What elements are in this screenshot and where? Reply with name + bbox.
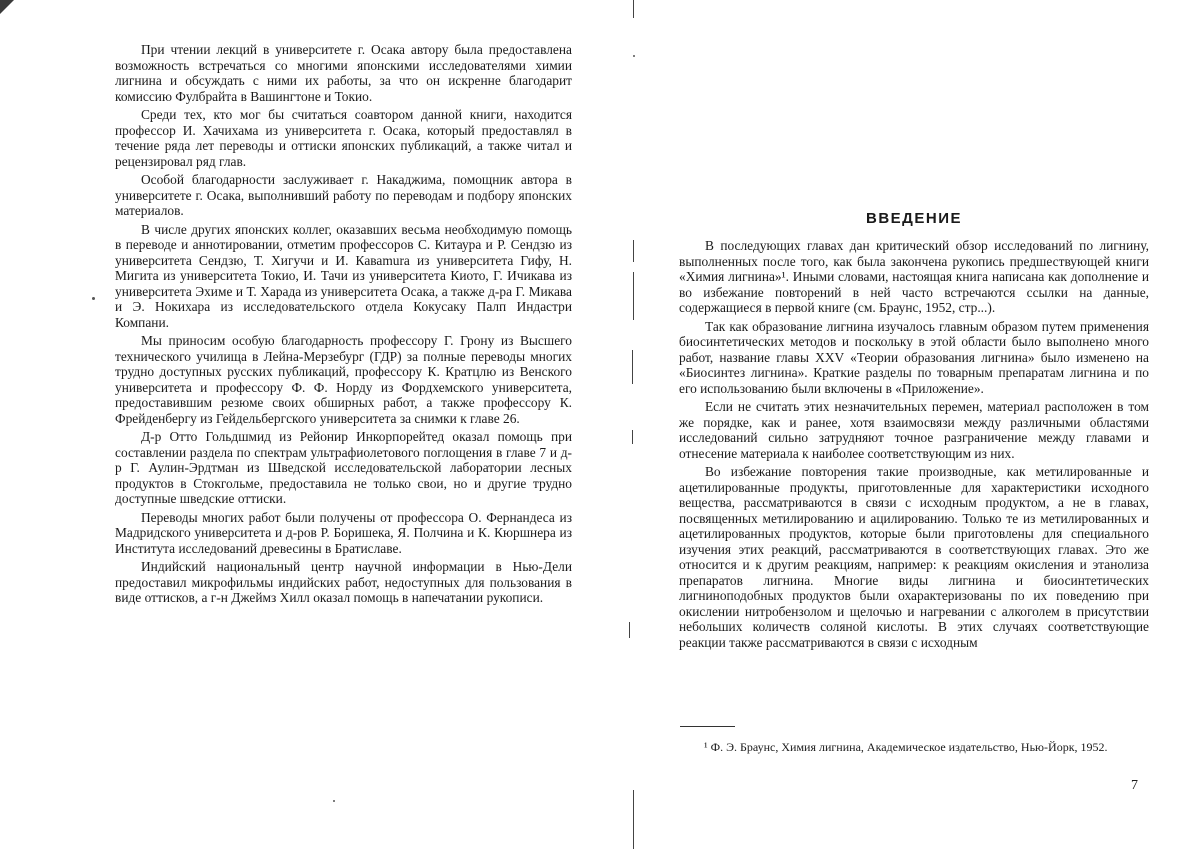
gutter-mark <box>629 622 630 638</box>
left-paragraph: Переводы многих работ были получены от профессора О. Фернандеса из Мадридского университета и д-ров Р. Боришека, Я. Полчина и К. Кюршнера из Института исследований древесины в Братиславе. <box>115 509 572 556</box>
right-page-text <box>679 238 1149 653</box>
right-paragraph: В последующих главах дан критический обзор исследований по лигнину, выполненных после того, как была закончена рукопись предшествующей книги «Химия лигнина»¹. Иными словами, настоящая книга написана как дополнение и во избежание повторений в ней часто встречаются ссылки на данные, содержащиеся в первой книге (см. Браунс, 1952, стр...). <box>679 238 1149 315</box>
left-paragraph: При чтении лекций в университете г. Осака автору была предоставлена возможность встречаться со многими японскими исследователями химии лигнина и обсуждать с ними их работы, за что он искренне благодарит комиссию Фулбрайта в Вашингтоне и Токио. <box>115 42 572 104</box>
right-paragraph: Если не считать этих незначительных перемен, материал расположен в том же порядке, как и ранее, хотя взаимосвязи между различными областями исследований сильно затрудняют точное разграничение между главами и отнесение материала к наиболее соответствующим из них. <box>679 399 1149 461</box>
section-heading: ВВЕДЕНИЕ <box>866 210 962 227</box>
gutter-mark <box>633 272 634 320</box>
left-paragraph: Индийский национальный центр научной информации в Нью-Дели предоставил микрофильмы индийских работ, недоступных для пользования в виде оттисков, а г-н Джеймз Хилл оказал помощь в напечатании рукописи. <box>115 559 572 605</box>
left-page-text <box>115 42 572 609</box>
right-paragraph: Так как образование лигнина изучалось главным образом путем применения биосинтетических методов и поскольку в этой области было выполнено много работ, название главы XXV «Теории образования лигнина» было изменено на «Биосинтез лигнина». Краткие разделы по товарным препаратам лигнина и по его использованию были включены в «Приложение». <box>679 318 1149 396</box>
left-paragraph: Мы приносим особую благодарность профессору Г. Грону из Высшего технического училища в Лейна-Мерзебург (ГДР) за полные переводы многих трудно доступных русских публикаций, профессору К. Кратцлю из Венского университета и профессору Ф. Ф. Норду из Фордхемского университета, предоставившим резюме своих обширных работ, а также профессору К. Фрейденбергу из Гейдельбергского университета за снимки к главе 26. <box>115 333 572 426</box>
footnote-divider <box>680 726 735 727</box>
scan-speck <box>633 55 635 57</box>
gutter-mark <box>632 350 633 384</box>
left-paragraph: Д-р Отто Гольдшмид из Рейонир Инкорпорейтед оказал помощь при составлении раздела по спектрам ультрафиолетового поглощения в главе 7 и д-р Г. Аулин-Эрдтман из Шведской исследовательской лаборатории лесных продуктов в Стокгольме, предоставила не только свои, но и другие трудно доступные шведские оттиски. <box>115 429 572 506</box>
gutter-mark <box>633 790 634 849</box>
page-number: 7 <box>1131 778 1138 793</box>
right-paragraph: Во избежание повторения такие производные, как метилированные и ацетилированные продукты, приготовленные для характеристики исходного вещества, рассматриваются в связи с исходным продуктом, а не в главах, посвященных метилированию и ацилированию. Только те из метилированных и ацетилированных продуктов, которые были приготовлены для специального изучения этих реакций, рассматриваются в соответствующих главах. Это же относится и к другим реакциям, например: к реакциям окисления и этанолиза препаратов лигнина. Многие виды лигнина и биосинтетических лигниноподобных продуктов были охарактеризованы по их поведению при окислении нитробензолом и щелочью и нагревании с алкоголем в присутствии небольших количеств соляной кислоты. В этих случаях соответствующие реакции также рассматриваются в связи с исходным <box>679 464 1149 650</box>
scan-speck <box>92 297 95 300</box>
footnote: ¹ Ф. Э. Браунс, Химия лигнина, Академическое издательство, Нью-Йорк, 1952. <box>704 740 1108 754</box>
left-paragraph: Особой благодарности заслуживает г. Накаджима, помощник автора в университете г. Осака, выполнивший работу по переводам и подбору японских материалов. <box>115 172 572 218</box>
scan-speck <box>333 800 335 802</box>
gutter-mark <box>633 0 634 18</box>
left-paragraph: Среди тех, кто мог бы считаться соавтором данной книги, находится профессор И. Хачихама из университета г. Осака, который предоставлял в течение ряда лет переводы и оттиски японских публикаций, а также читал и рецензировал ряд глав. <box>115 107 572 169</box>
gutter-mark <box>632 430 633 444</box>
gutter-mark <box>633 240 634 262</box>
left-paragraph: В числе других японских коллег, оказавших весьма необходимую помощь в переводе и аннотировании, отметим профессоров С. Китаура и Р. Сендзю из университета Сендзю, Т. Хигучи и И. Каваmura из университета Гифу, Н. Мигита из университета Токио, И. Тачи из университета Киото, Г. Ичикава из университета Эхиме и Т. Харада из университета Осака, а также д-ра Г. Микава и Э. Нокихара из исследовательского отдела Кокусаку Палп Индастри Компани. <box>115 221 572 330</box>
